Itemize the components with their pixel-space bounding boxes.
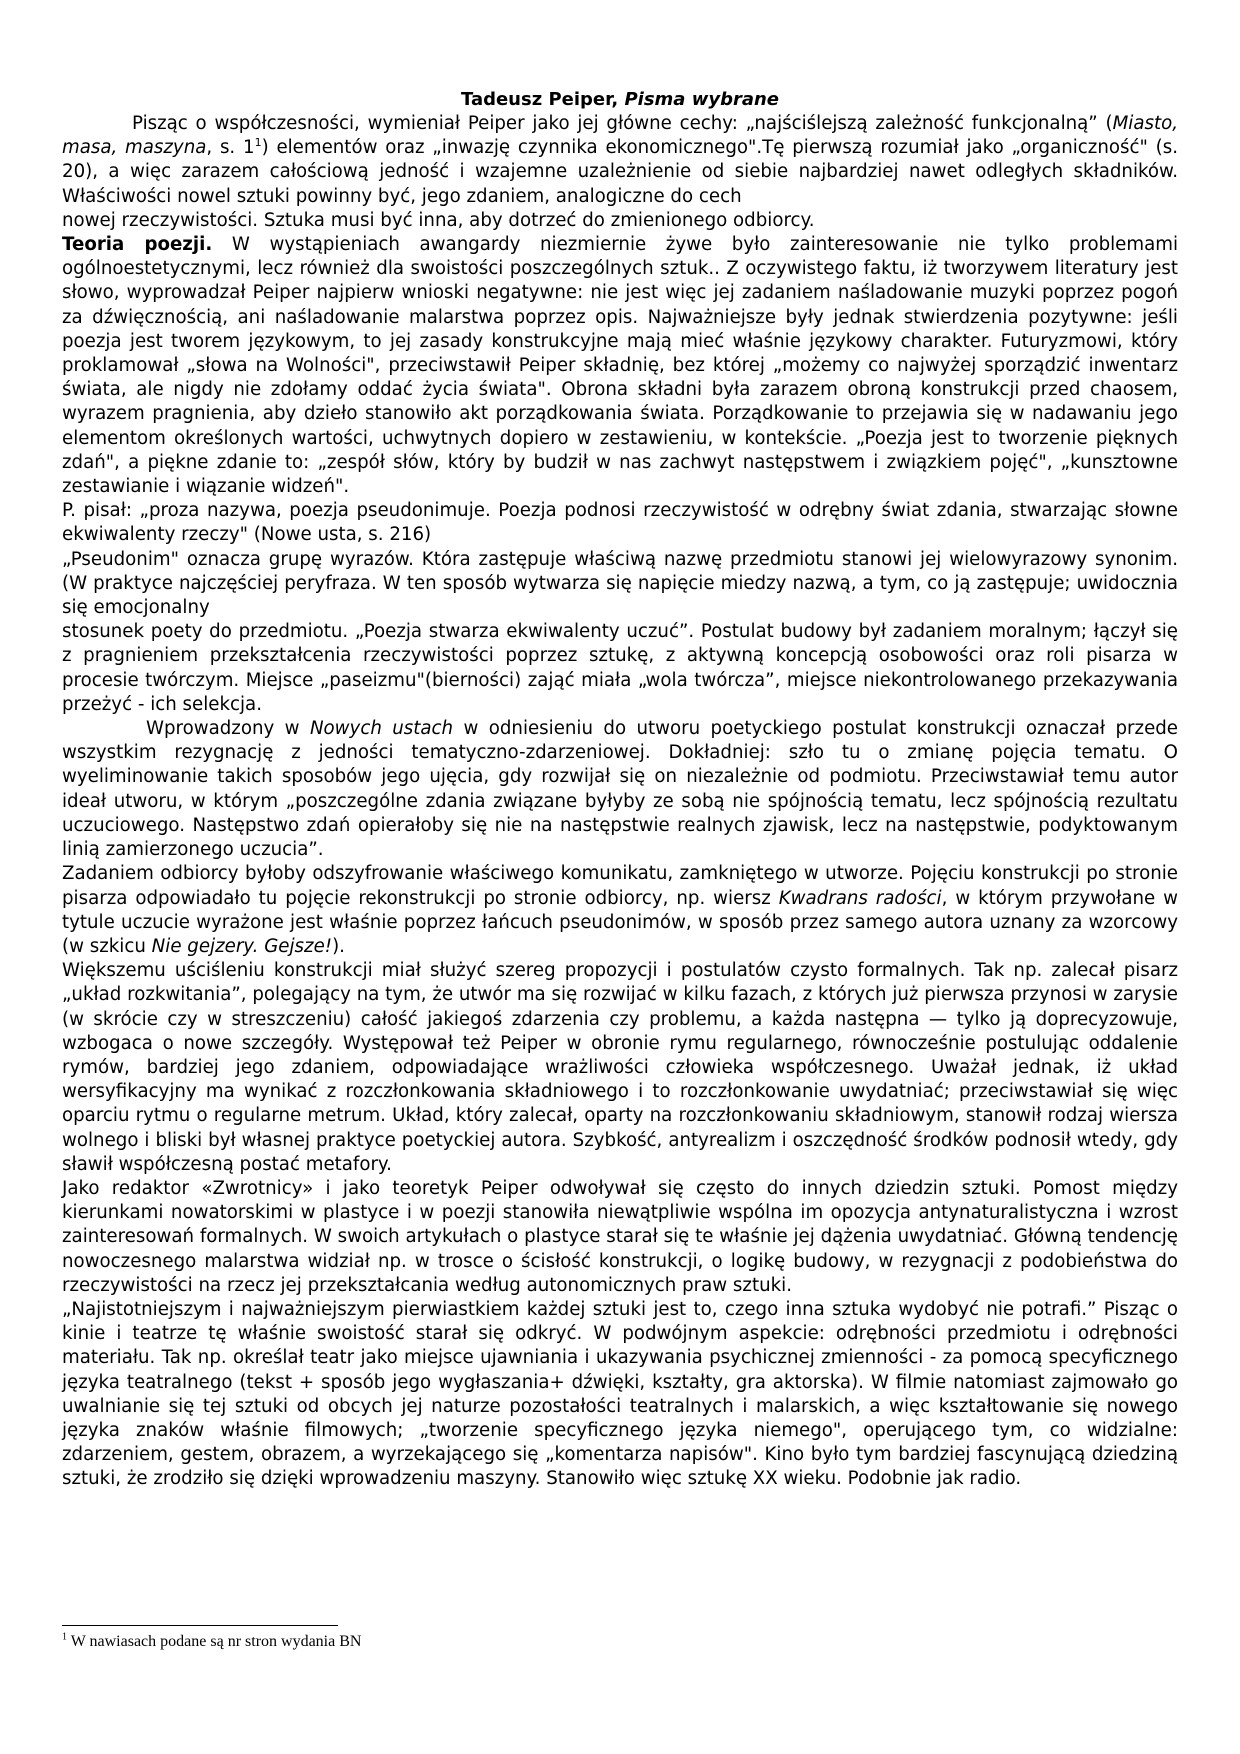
paragraph: Pisząc o współczesności, wymieniał Peiper jako jej główne cechy: „najściślejszą zależność funkcjonalną” (Miasto, masa, maszyna, s. $1^1$) elementów oraz „inwazję czynnika ekonomicznego".Tę pierwszą rozumiał jako „organiczność" (s. 20), a więc zarazem całościową jedność i wzajemne uzależnienie od siebie najbardziej nawet odległych składników. Właściwości nowel sztuki powinny być, jego zdaniem, analogiczne do cech [62, 113, 1178, 207]
footnote-ref[interactable]: 1 [254, 136, 262, 150]
paragraph: stosunek poety do przedmiotu. „Poezja stwarza ekwiwalenty uczuć”. Postulat budowy był zadaniem moralnym; łączył się z pragnieniem przekształcenia rzeczywistości poprzez sztukę, z aktywną koncepcją osobowości oraz roli pisarza w procesie twórczym. Miejsce „paseizmu"(bierności) zająć miała „wola twórcza”, miejsce niekontrolowanego przekazywania przeżyć - ich selekcja. [62, 621, 1178, 715]
paragraph: „Pseudonim" oznacza grupę wyrazów. Która zastępuje właściwą nazwę przedmiotu stanowi jej wielowyrazowy synonim. (W praktyce najczęściej peryfraza. W ten sposób wytwarza się napięcie miedzy nazwą, a tym, co ją zastępuje; uwidocznia się emocjonalny [62, 548, 1178, 619]
paragraph: Teoria poezji. W wystąpieniach awangardy niezmiernie żywe było zainteresowanie nie tylko problemami ogólnoestetycznymi, lecz również dla swoistości poszczególnych sztuk.. Z oczywistego faktu, iż tworzywem literatury jest słowo, wyprowadzał Peiper najpierw wnioski negatywne: nie jest więc jej zadaniem naśladowanie muzyki poprzez pogoń za dźwięcznością, ani naśladowanie malarstwa poprzez opis. Najważniejsze były jednak stwierdzenia pozytywne: jeśli poezja jest tworem językowym, to jej zasady konstrukcyjne mają mieć właśnie językowy charakter. Futuryzmowi, który proklamował „słowa na Wolności", przeciwstawił Peiper składnię, bez której „możemy co najwyżej sporządzić inwentarz świata, ale nigdy nie zdołamy oddać życia świata". Obrona składni była zarazem obroną konstrukcji przed chaosem, wyrazem pragnienia, aby dzieło stanowiło akt porządkowania świata. Porządkowanie to przejawia się w nadawaniu jego elementom określonych wartości, uchwytnych dopiero w zestawieniu, w kontekście. „Poezja jest to tworzenie pięknych zdań", a piękne zdanie to: „zespół słów, który by budził w nas zachwyt następstwem i związkiem pojęć", „kunsztowne zestawianie i wiązanie widzeń". [62, 234, 1178, 498]
footnote-text: W nawiasach podane są nr stron wydania BN [67, 1633, 362, 1650]
paragraph: Jako redaktor «Zwrotnicy» i jako teoretyk Peiper odwoływał się często do innych dziedzin sztuki. Pomost między kierunkami nowatorskimi w plastyce i w poezji stanowiła niewątpliwie wspólna im opozycja antynaturalistyczna i wzrost zainteresowań formalnych. W swoich artykułach o plastyce starał się te właśnie jej dążenia uwydatniać. Główną tendencję nowoczesnego malarstwa widział np. w trosce o ścisłość konstrukcji, o logikę budowy, w rezygnacji z podobieństwa do rzeczywistości na rzecz jej przekształcania według autonomicznych praw sztuki. [62, 1177, 1178, 1296]
footnote-number: 1 [62, 1631, 67, 1643]
paragraph: P. pisał: „proza nazywa, poezja pseudonimuje. Poezja podnosi rzeczywistość w odrębny świat zdania, stwarzając słowne ekwiwalenty rzeczy" (Nowe usta, s. 216) [62, 500, 1178, 546]
footnote [62, 1632, 361, 1652]
title-work: Pisma wybrane [624, 89, 780, 110]
paragraph: Większemu uściśleniu konstrukcji miał służyć szereg propozycji i postulatów czysto formalnych. Tak np. zalecał pisarz „układ rozkwitania”, polegający na tym, że utwór ma się rozwijać w kilku fazach, z których już pierwsza przynosi w zarysie (w skrócie czy w streszczeniu) całość jakiegoś zdarzenia czy problemu, a każda następna — tylko ją doprecyzowuje, wzbogaca o nowe szczegóły. Występował też Peiper w obronie rymu regularnego, równocześnie postulując oddalenie rymów, bardziej jego zdaniem, odpowiadające wrażliwości człowieka współczesnego. Uważał jednak, iż układ wersyfikacyjny ma wynikać z rozczłonkowania składniowego i to rozczłonkowanie uwydatniać; przeciwstawiał się więc oparciu rytmu o regularne metrum. Układ, który zalecał, oparty na rozczłonkowaniu składniowym, stanowił rodzaj wiersza wolnego i bliski był własnej praktyce poetyckiej autora. Szybkość, antyrealizm i oszczędność środków podnosił wtedy, gdy sławił współczesną postać metafory. [62, 960, 1178, 1175]
paragraph: Zadaniem odbiorcy byłoby odszyfrowanie właściwego komunikatu, zamkniętego w utworze. Pojęciu konstrukcji po stronie pisarza odpowiadało tu pojęcie rekonstrukcji po stronie odbiorcy, np. wiersz Kwadrans radości, w którym przywołane w tytule uczucie wyrażone jest właśnie poprzez łańcuch pseudonimów, w sposób przez samego autora uznany za wzorcowy (w szkicu Nie gejzery. Gejsze!). [62, 863, 1178, 957]
paragraph: nowej rzeczywistości. Sztuka musi być inna, aby dotrzeć do zmienionego odbiorcy. [62, 209, 815, 231]
section-heading: Teoria poezji. [62, 234, 213, 256]
title-author: Tadeusz Peiper, [460, 89, 619, 110]
paragraph: Wprowadzony w Nowych ustach w odniesieniu do utworu poetyckiego postulat konstrukcji oznaczał przede wszystkim rezygnację z jedności tematyczno-zdarzeniowej. Dokładniej: szło tu o zmianę pojęcia tematu. O wyeliminowanie takich sposobów jego ujęcia, gdy rozwijał się on niezależnie od podmiotu. Przeciwstawiał temu autor ideał utworu, w którym „poszczególne zdania związane byłyby ze sobą nie spójnością tematu, lecz spójnością rezultatu uczuciowego. Następstwo zdań opierałoby się nie na następstwie realnych zjawisk, lecz na następstwie, podyktowanym linią zamierzonego uczucia”. [62, 718, 1179, 861]
document-title [62, 88, 1178, 112]
paragraph: „Najistotniejszym i najważniejszym pierwiastkiem każdej sztuki jest to, czego inna sztuka wydobyć nie potrafi.” Pisząc o kinie i teatrze tę właśnie swoistość starał się odkryć. W podwójnym aspekcie: odrębności przedmiotu i odrębności materiału. Tak np. określał teatr jako miejsce ujawniania i ukazywania psychicznej zmienności - za pomocą specyficznego języka teatralnego (tekst + sposób jego wygłaszania+ dźwięki, kształty, gra aktorska). W filmie natomiast zajmowało go uwalnianie się tej sztuki od obcych jej naturze pozostałości teatralnych i malarskich, a więc kształtowanie się nowego języka znaków właśnie filmowych; „tworzenie specyficznego języka niemego", operującego tym, co widzialne: zdarzeniem, gestem, obrazem, a wyrzekającego się „komentarza napisów". Kino było tym bardziej fascynującą dziedziną sztuki, że zrodziło się dzięki wprowadzeniu maszyny. Stanowiło więc sztukę XX wieku. Podobnie jak radio. [62, 1298, 1178, 1490]
document-body [62, 112, 1178, 1492]
footnote-separator [62, 1625, 338, 1626]
